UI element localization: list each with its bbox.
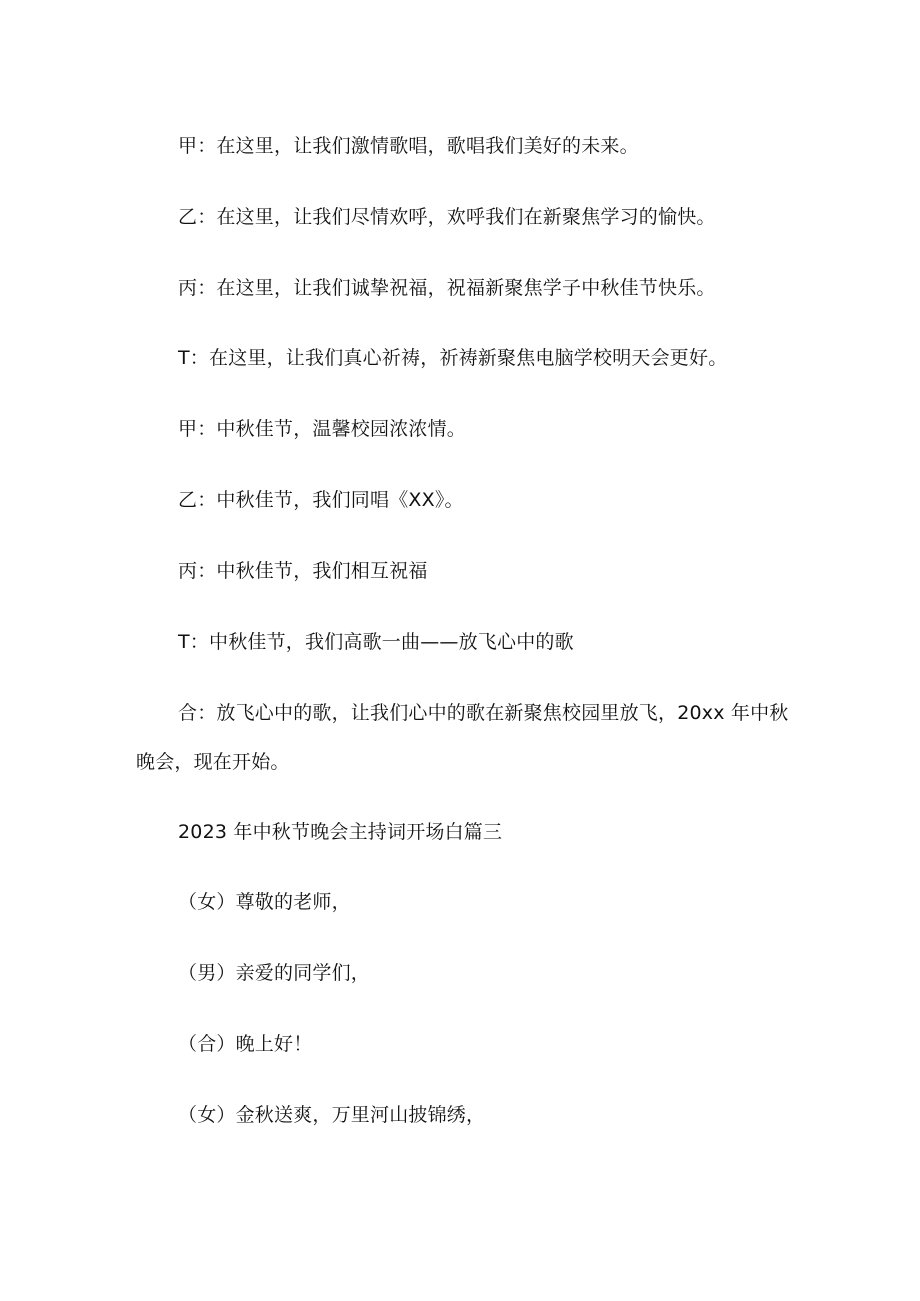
paragraph-he-line-2: 晚会，现在开始。 xyxy=(136,751,290,773)
paragraph-female-1: （女）尊敬的老师， xyxy=(178,891,351,913)
paragraph-jia-2: 甲：中秋佳节，温馨校园浓浓情。 xyxy=(178,418,467,440)
paragraph-male-1: （男）亲爱的同学们， xyxy=(178,962,371,984)
section-heading: 2023 年中秋节晚会主持词开场白篇三 xyxy=(178,821,503,843)
paragraph-yi-2: 乙：中秋佳节，我们同唱《XX》。 xyxy=(178,489,464,511)
paragraph-female-2: （女）金秋送爽，万里河山披锦绣， xyxy=(178,1104,486,1126)
paragraph-t-1: T：在这里，让我们真心祈祷，祈祷新聚焦电脑学校明天会更好。 xyxy=(178,347,728,369)
paragraph-t-2: T：中秋佳节，我们高歌一曲——放飞心中的歌 xyxy=(178,631,574,653)
paragraph-jia-1: 甲：在这里，让我们激情歌唱，歌唱我们美好的未来。 xyxy=(178,135,639,157)
paragraph-yi-1: 乙：在这里，让我们尽情欢呼，欢呼我们在新聚焦学习的愉快。 xyxy=(178,206,716,228)
paragraph-together-1: （合）晚上好！ xyxy=(178,1033,313,1055)
paragraph-he-line-1: 合：放飞心中的歌，让我们心中的歌在新聚焦校园里放飞，20xx 年中秋 xyxy=(178,702,789,724)
paragraph-bing-2: 丙：中秋佳节，我们相互祝福 xyxy=(178,560,428,582)
paragraph-bing-1: 丙：在这里，让我们诚挚祝福，祝福新聚焦学子中秋佳节快乐。 xyxy=(178,277,716,299)
